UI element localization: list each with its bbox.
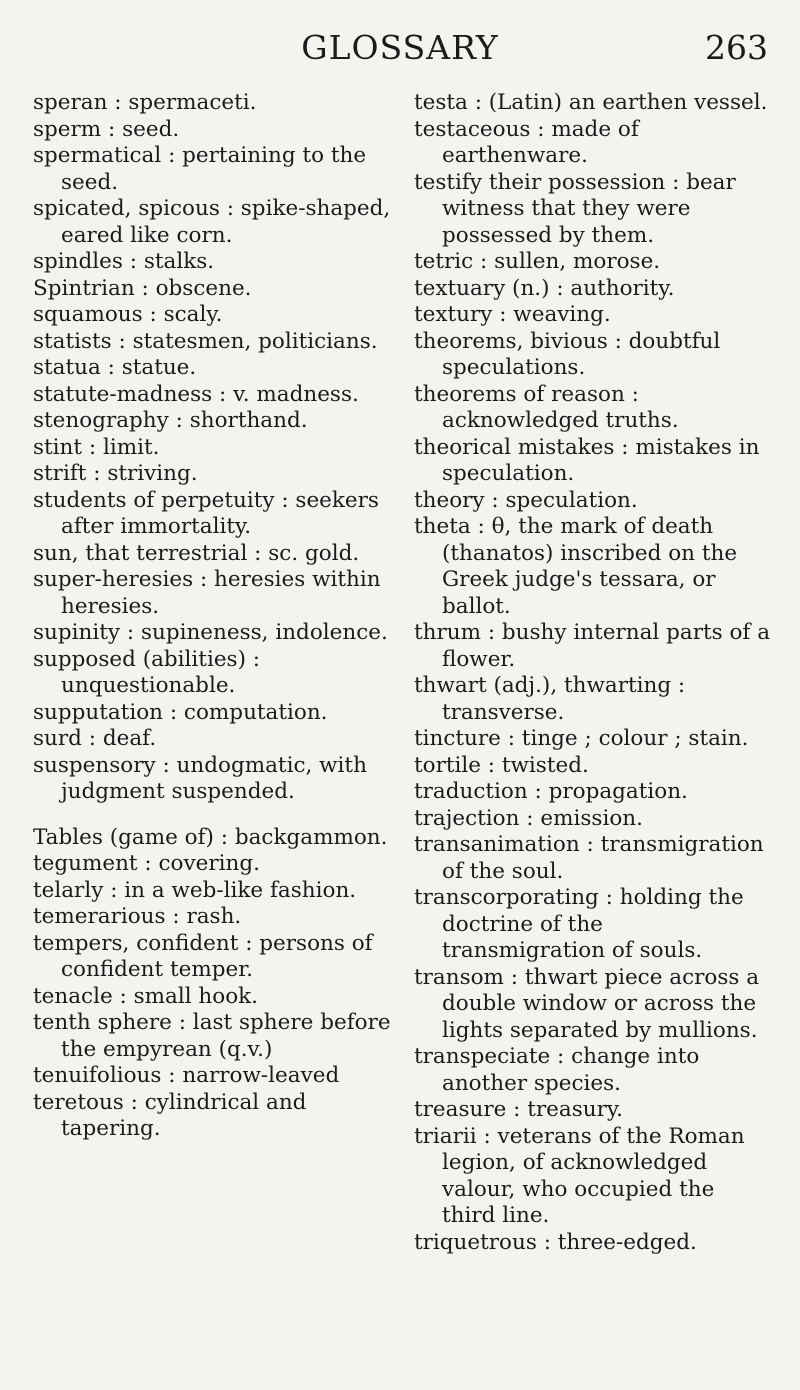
glossary-entry: teretous : cylindrical and tapering. <box>33 1089 307 1141</box>
glossary-entry: treasure : treasury. <box>414 1097 623 1122</box>
glossary-entry: statua : statue. <box>33 355 197 380</box>
glossary-entry: students of perpetuity : seekers after immortality. <box>33 487 379 539</box>
glossary-entry: testaceous : made of earthenware. <box>414 116 639 168</box>
glossary-entry: theorems, bivious : doubtful speculations. <box>414 328 721 380</box>
glossary-entry: stenography : shorthand. <box>33 408 308 433</box>
glossary-entry: stint : limit. <box>33 434 160 460</box>
glossary-entry: tetric : sullen, morose. <box>414 249 661 274</box>
glossary-entry: transom : thwart piece across a double window or across the lights separated by mullions. <box>414 964 760 1043</box>
glossary-entry: testa : (Latin) an earthen vessel. <box>414 90 768 115</box>
glossary-entry: statute-madness : v. madness. <box>33 381 359 407</box>
glossary-entry: Spintrian : obscene. <box>33 275 252 301</box>
glossary-entry: suspensory : undogmatic, with judgment suspended. <box>33 752 367 804</box>
glossary-right-column <box>414 90 772 1256</box>
glossary-entry: triquetrous : three-edged. <box>414 1229 697 1255</box>
glossary-entry: transpeciate : change into another species. <box>414 1044 700 1096</box>
glossary-entry: super-heresies : heresies within heresies. <box>33 567 381 619</box>
glossary-entry: tegument : covering. <box>33 851 260 876</box>
letter-section-gap <box>33 806 393 825</box>
glossary-entry: squamous : scaly. <box>33 302 223 327</box>
glossary-entry: statists : statesmen, politicians. <box>33 328 378 354</box>
glossary-entry: sun, that terrestrial : sc. gold. <box>33 540 360 566</box>
glossary-entry: theorems of reason : acknowledged truths. <box>414 381 679 433</box>
glossary-entry: sperm : seed. <box>33 116 180 142</box>
glossary-entry: textuary (n.) : authority. <box>414 275 675 301</box>
glossary-entry: strift : striving. <box>33 461 198 486</box>
glossary-entry: spermatical : pertaining to the seed. <box>33 143 367 195</box>
glossary-entry: spicated, spicous : spike-shaped, eared like corn. <box>33 196 391 248</box>
glossary-entry: testify their possession : bear witness that they were possessed by them. <box>414 169 736 248</box>
glossary-entry: theory : speculation. <box>414 487 638 513</box>
glossary-entry: supputation : computation. <box>33 699 328 725</box>
glossary-entry: temerarious : rash. <box>33 904 242 929</box>
glossary-entry: Tables (game of) : backgammon. <box>33 824 388 850</box>
glossary-entry: triarii : veterans of the Roman legion, of acknowledged valour, who occupied the third line. <box>414 1123 745 1228</box>
glossary-entry: tenacle : small hook. <box>33 983 259 1009</box>
glossary-entry: telarly : in a web-like fashion. <box>33 877 357 903</box>
glossary-entry: spindles : stalks. <box>33 249 215 274</box>
running-title: GLOSSARY <box>301 28 499 67</box>
glossary-entry: trajection : emission. <box>414 805 643 831</box>
page-number: 263 <box>705 28 768 67</box>
glossary-entry: theta : θ, the mark of death (thanatos) inscribed on the Greek judge's tessara, or ballot. <box>414 514 738 619</box>
glossary-entry: thrum : bushy internal parts of a flower. <box>414 620 771 672</box>
glossary-entry: surd : deaf. <box>33 726 157 751</box>
glossary-entry: theorical mistakes : mistakes in speculation. <box>414 434 760 486</box>
glossary-entry: transcorporating : holding the doctrine of the transmigration of souls. <box>414 885 744 963</box>
glossary-entry: supinity : supineness, indolence. <box>33 620 388 645</box>
glossary-entry: traduction : propagation. <box>414 779 688 804</box>
glossary-entry: speran : spermaceti. <box>33 90 257 115</box>
glossary-entry: transanimation : transmigration of the soul. <box>414 832 764 884</box>
page-header <box>0 28 800 78</box>
glossary-entry: textury : weaving. <box>414 302 611 327</box>
glossary-entry: thwart (adj.), thwarting : transverse. <box>414 673 686 725</box>
glossary-entry: tincture : tinge ; colour ; stain. <box>414 726 749 751</box>
glossary-left-column <box>33 90 393 1143</box>
glossary-entry: tenuifolious : narrow-leaved <box>33 1063 340 1088</box>
glossary-entry: tortile : twisted. <box>414 752 589 778</box>
glossary-entry: supposed (abilities) : unquestionable. <box>33 646 261 698</box>
glossary-entry: tempers, confident : persons of confident temper. <box>33 930 373 982</box>
glossary-entry: tenth sphere : last sphere before the empyrean (q.v.) <box>33 1010 391 1062</box>
